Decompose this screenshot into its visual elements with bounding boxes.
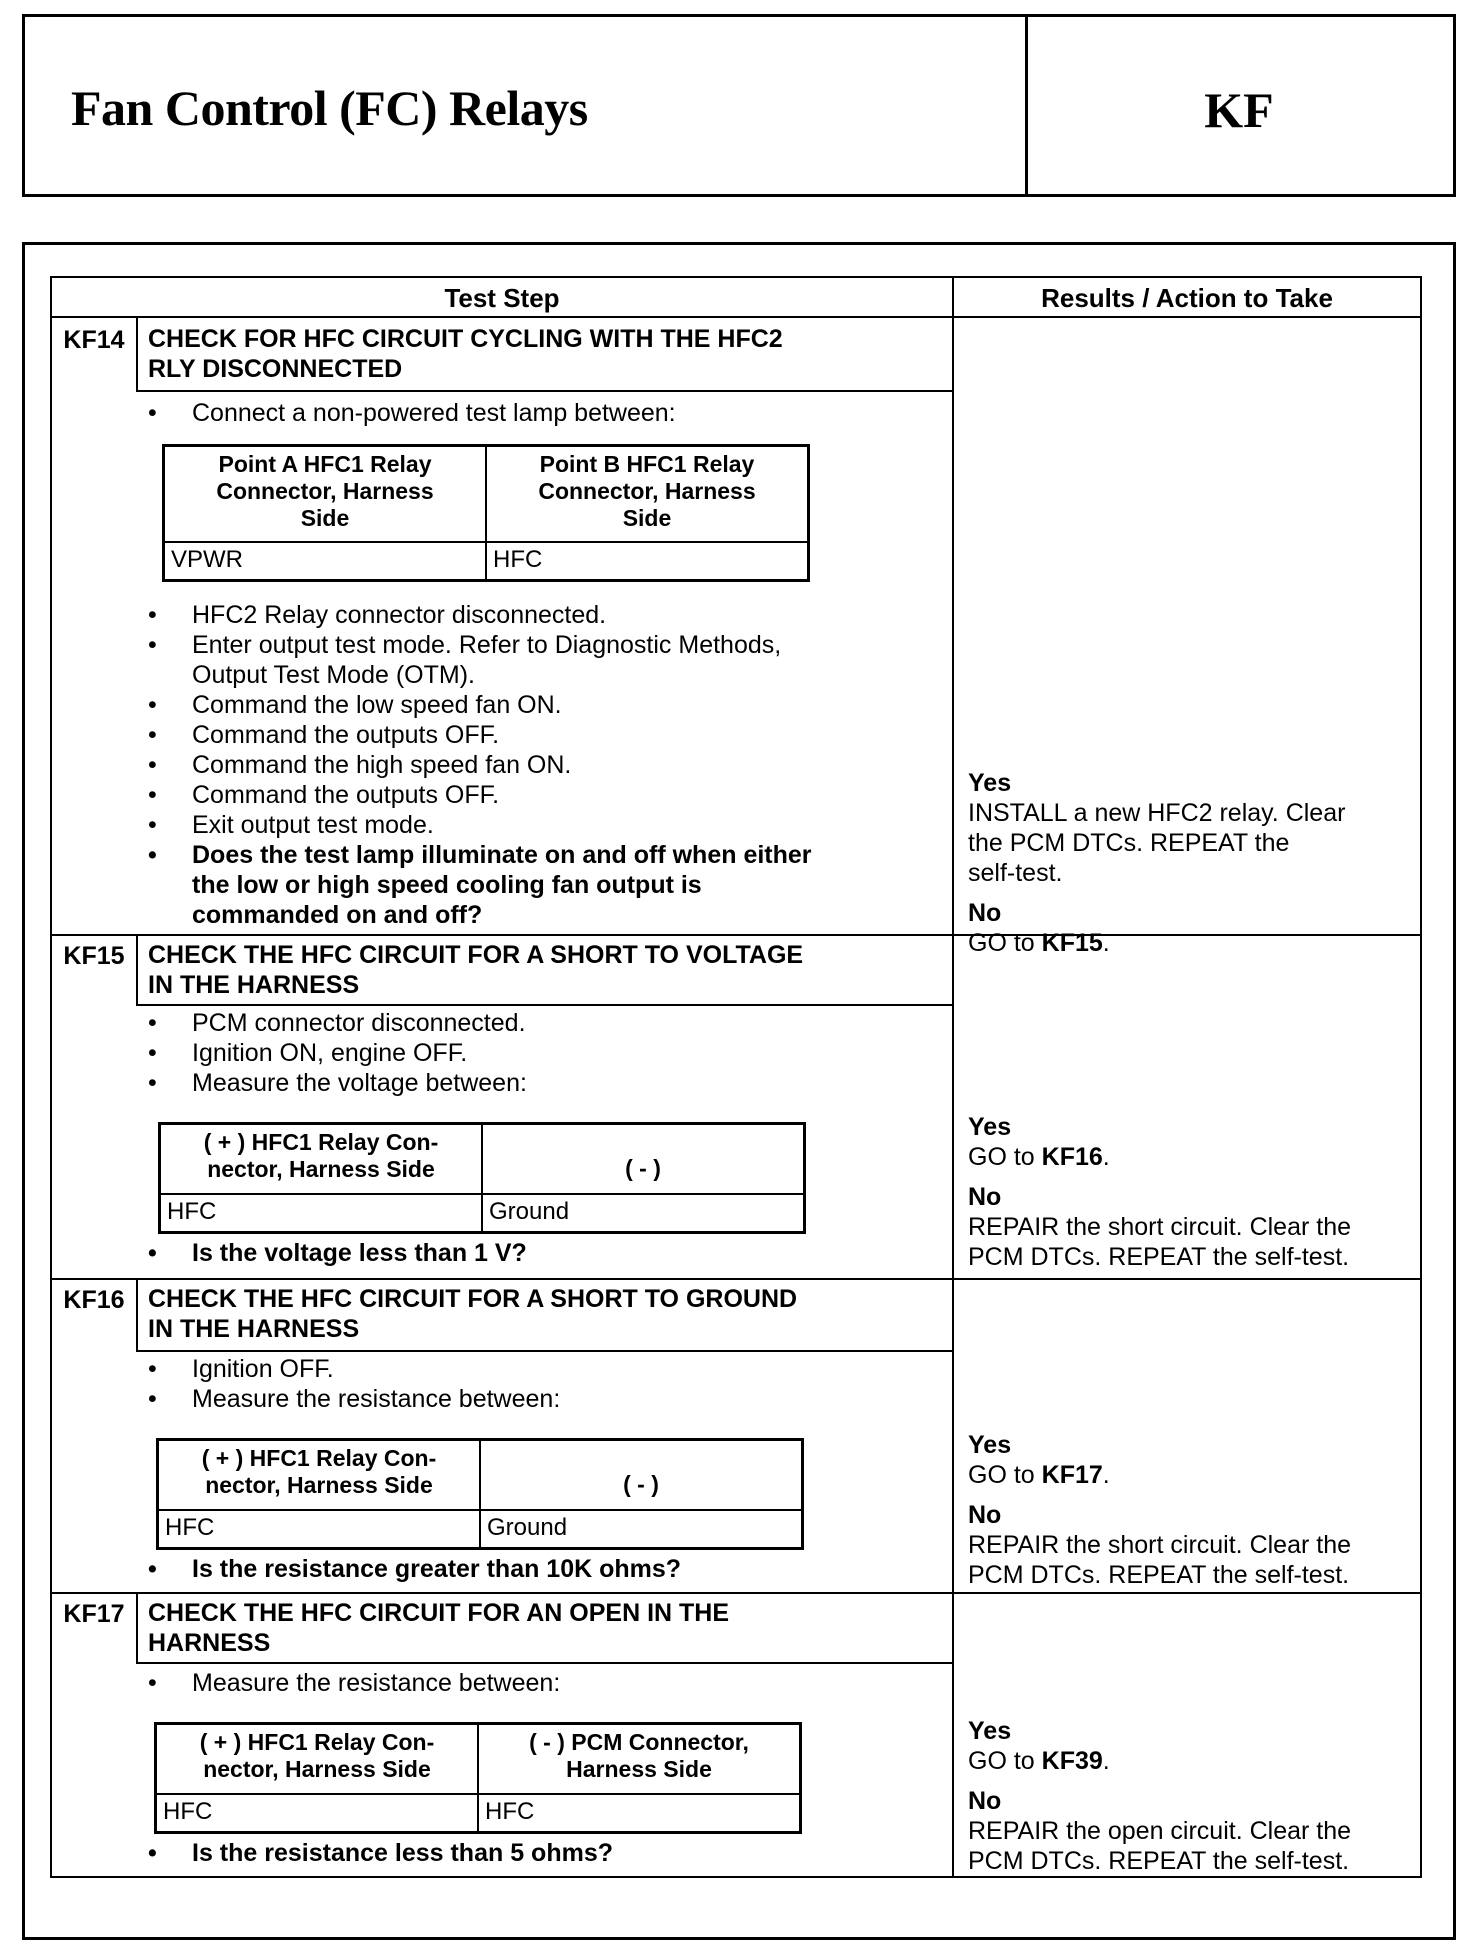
test-step-kf17: KF17 CHECK THE HFC CIRCUIT FOR AN OPEN IN THE HARNESS • Measure the resistance between: ( + ) HFC1 Relay Con- nector, Harness Side ( - ) PCM Connector, Harness Side HFC HFC • Is the resistance less than 5 ohms? Yes GO to KF39. No REPAIR the open circuit. Clear the PCM DTCs. REPEAT the self-test. [52,1592,1420,1878]
result-no-label: No [968,899,1002,927]
test-point-table [162,444,810,582]
step-title: CHECK THE HFC CIRCUIT FOR AN OPEN IN THE HARNESS [148,1599,730,1657]
step-id: KF16 [63,1286,125,1314]
page-title: Fan Control (FC) Relays [71,80,588,136]
step-title: CHECK THE HFC CIRCUIT FOR A SHORT TO GROUND IN THE HARNESS [148,1285,798,1343]
column-header-test-step: Test Step [52,278,952,318]
step-result: Yes GO to KF16. No REPAIR the short circuit. Clear the PCM DTCs. REPEAT the self-test. [968,1112,1418,1272]
result-no-label: No [968,1501,1002,1529]
table-cell: HFC [167,1198,217,1225]
measurement-table [158,1122,806,1234]
table-cell: HFC [493,546,543,573]
table-header-negative: ( - ) [625,1155,661,1181]
table-cell: HFC [485,1798,535,1825]
result-yes-label: Yes [968,1113,1012,1141]
step-result: Yes GO to KF17. No REPAIR the short circuit. Clear the PCM DTCs. REPEAT the self-test. [968,1430,1418,1590]
test-step-kf15: KF15 CHECK THE HFC CIRCUIT FOR A SHORT TO VOLTAGE IN THE HARNESS • PCM connector disconnected. • Ignition ON, engine OFF. • Measure the voltage between: ( + ) HFC1 Relay Con- nector, Harness Side ( - ) HFC Ground • Is the voltage less than 1 V? Yes GO to KF16. No REPAIR the short circuit. Clear the PCM DTCs. REPEAT the self-test. [52,934,1420,1278]
measurement-table [154,1722,802,1834]
table-cell: VPWR [171,546,243,573]
page-header [22,14,1456,197]
table-header-negative: ( - ) [623,1471,659,1497]
table-cell: Ground [487,1514,568,1541]
table-cell: HFC [163,1798,213,1825]
step-link: KF39 [1041,1747,1103,1775]
result-no-label: No [968,1787,1002,1815]
step-link: KF15 [1041,929,1103,957]
column-header-results: Results / Action to Take [954,278,1420,318]
step-link: KF16 [1041,1143,1103,1171]
table-header-positive: ( + ) HFC1 Relay Con- nector, Harness Side [203,1129,439,1182]
step-id: KF17 [63,1600,125,1628]
step-id: KF14 [63,326,125,354]
step-result: Yes INSTALL a new HFC2 relay. Clear the PCM DTCs. REPEAT the self-test. No GO to KF15. [968,768,1418,958]
section-code: KF [1204,82,1274,138]
step-title: CHECK FOR HFC CIRCUIT CYCLING WITH THE HFC2 RLY DISCONNECTED [148,325,783,383]
table-header-positive: ( + ) HFC1 Relay Con- nector, Harness Side [201,1445,437,1498]
diagnostic-table [50,276,1422,1878]
test-step-kf16: KF16 CHECK THE HFC CIRCUIT FOR A SHORT TO GROUND IN THE HARNESS • Ignition OFF. • Measure the resistance between: ( + ) HFC1 Relay Con- nector, Harness Side ( - ) HFC Ground • Is the resistance greater than 10K ohms? Yes GO to KF17. No REPAIR the short circuit. Clear the PCM DTCs. REPEAT the self-test. [52,1278,1420,1592]
result-yes-label: Yes [968,769,1012,797]
table-header-point-b: Point B HFC1 Relay Connector, Harness Side [538,451,756,531]
measurement-table [156,1438,804,1550]
step-title: CHECK THE HFC CIRCUIT FOR A SHORT TO VOLTAGE IN THE HARNESS [148,941,804,999]
table-header-negative: ( - ) PCM Connector, Harness Side [529,1729,749,1782]
table-cell: HFC [165,1514,215,1541]
step-id: KF15 [63,942,125,970]
step-result: Yes GO to KF39. No REPAIR the open circuit. Clear the PCM DTCs. REPEAT the self-test. [968,1716,1418,1876]
table-header-positive: ( + ) HFC1 Relay Con- nector, Harness Side [199,1729,435,1782]
table-header-point-a: Point A HFC1 Relay Connector, Harness Side [216,451,434,531]
result-yes-label: Yes [968,1717,1012,1745]
test-step-kf14: KF14 CHECK FOR HFC CIRCUIT CYCLING WITH THE HFC2 RLY DISCONNECTED • Connect a non-powered test lamp between: Point A HFC1 Relay Connector, Harness Side Point B HFC1 Relay Connector, Harness Side VPWR HFC • HFC2 Relay connector disconnected. • Enter output test mode. Refer to Diagnostic Methods, Output Test Mode (OTM). • Command the low speed fan ON. • Command the outputs OFF. • Command the high speed fan ON. • Command the outputs OFF. • Exit output test mode. • Does the test lamp illuminate on and off when either the low or high speed cooling fan output is commanded on and off? Yes INSTALL a new HFC2 relay. Clear the PCM DTCs. REPEAT the self-test. No GO to KF15. [52,318,1420,934]
result-no-label: No [968,1183,1002,1211]
table-cell: Ground [489,1198,570,1225]
step-link: KF17 [1041,1461,1103,1489]
result-yes-label: Yes [968,1431,1012,1459]
